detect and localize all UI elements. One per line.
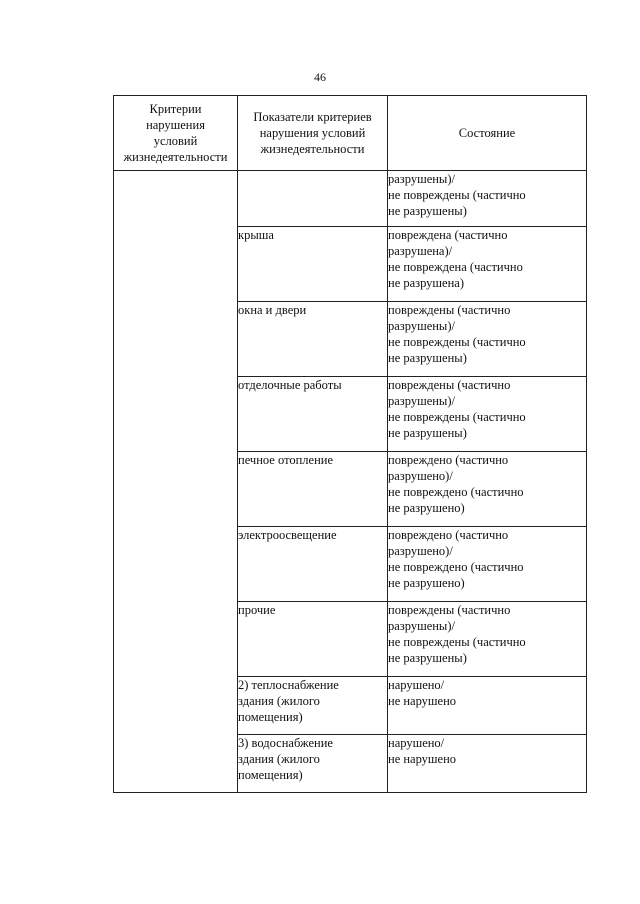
state-text: повреждена (частично	[388, 228, 508, 242]
state-text: не нарушено	[388, 694, 457, 708]
indicator-text: помещения)	[238, 710, 303, 724]
indicator-text: здания (жилого	[238, 752, 320, 766]
state-text: повреждено (частично	[388, 528, 509, 542]
state-cell	[388, 302, 587, 377]
state-text: не разрушены)	[388, 426, 467, 440]
state-text: не повреждено (частично	[388, 560, 524, 574]
state-text: нарушено/	[388, 736, 445, 750]
header-text: Критерии	[149, 102, 202, 116]
table-row	[114, 171, 587, 227]
state-text: не повреждены (частично	[388, 335, 526, 349]
indicator-cell	[238, 227, 388, 302]
state-text: разрушены)/	[388, 619, 455, 633]
indicator-cell	[238, 677, 388, 735]
state-text: не разрушены)	[388, 204, 467, 218]
header-criteria	[114, 96, 238, 171]
table-header-row	[114, 96, 587, 171]
indicator-cell	[238, 302, 388, 377]
header-state	[388, 96, 587, 171]
indicator-text: 3) водоснабжение	[238, 736, 333, 750]
state-text: не повреждены (частично	[388, 410, 526, 424]
state-text: повреждены (частично	[388, 303, 511, 317]
state-text: не разрушена)	[388, 276, 465, 290]
header-text: нарушения условий	[259, 126, 366, 140]
state-text: повреждены (частично	[388, 603, 511, 617]
state-text: разрушены)/	[388, 172, 455, 186]
indicator-text: здания (жилого	[238, 694, 320, 708]
header-indicators	[238, 96, 388, 171]
state-cell	[388, 171, 587, 227]
header-text: Состояние	[458, 126, 516, 140]
indicator-text: электроосвещение	[238, 528, 337, 542]
indicator-text: печное отопление	[238, 453, 334, 467]
indicator-text: окна и двери	[238, 303, 307, 317]
indicator-cell	[238, 171, 388, 227]
state-cell	[388, 677, 587, 735]
page-number: 46	[314, 70, 326, 84]
indicator-cell	[238, 527, 388, 602]
state-text: не разрушено)	[388, 501, 465, 515]
criteria-table	[113, 95, 587, 793]
indicator-cell	[238, 602, 388, 677]
state-text: не повреждено (частично	[388, 485, 524, 499]
header-text: жизнедеятельности	[260, 142, 365, 156]
state-cell	[388, 602, 587, 677]
header-text: жизнедеятельности	[123, 150, 228, 164]
state-text: не повреждены (частично	[388, 188, 526, 202]
indicator-text: помещения)	[238, 768, 303, 782]
indicator-cell	[238, 735, 388, 793]
state-text: не разрушены)	[388, 651, 467, 665]
header-text: нарушения	[146, 118, 205, 132]
state-text: повреждены (частично	[388, 378, 511, 392]
state-text: разрушено)/	[388, 469, 453, 483]
indicator-text: прочие	[238, 603, 276, 617]
state-text: разрушены)/	[388, 319, 455, 333]
state-text: не разрушены)	[388, 351, 467, 365]
state-text: не разрушено)	[388, 576, 465, 590]
state-text: разрушено)/	[388, 544, 453, 558]
indicator-text: 2) теплоснабжение	[238, 678, 339, 692]
header-text: условий	[153, 134, 198, 148]
state-cell	[388, 452, 587, 527]
indicator-cell	[238, 377, 388, 452]
criteria-cell-empty	[114, 171, 238, 793]
state-text: повреждено (частично	[388, 453, 509, 467]
state-cell	[388, 377, 587, 452]
state-text: не повреждена (частично	[388, 260, 523, 274]
state-text: не нарушено	[388, 752, 457, 766]
state-cell	[388, 227, 587, 302]
state-text: разрушена)/	[388, 244, 453, 258]
state-text: нарушено/	[388, 678, 445, 692]
state-text: разрушены)/	[388, 394, 455, 408]
header-text: Показатели критериев	[253, 110, 372, 124]
indicator-text: крыша	[238, 228, 274, 242]
state-cell	[388, 735, 587, 793]
state-text: не повреждены (частично	[388, 635, 526, 649]
indicator-cell	[238, 452, 388, 527]
indicator-text: отделочные работы	[238, 378, 342, 392]
state-cell	[388, 527, 587, 602]
